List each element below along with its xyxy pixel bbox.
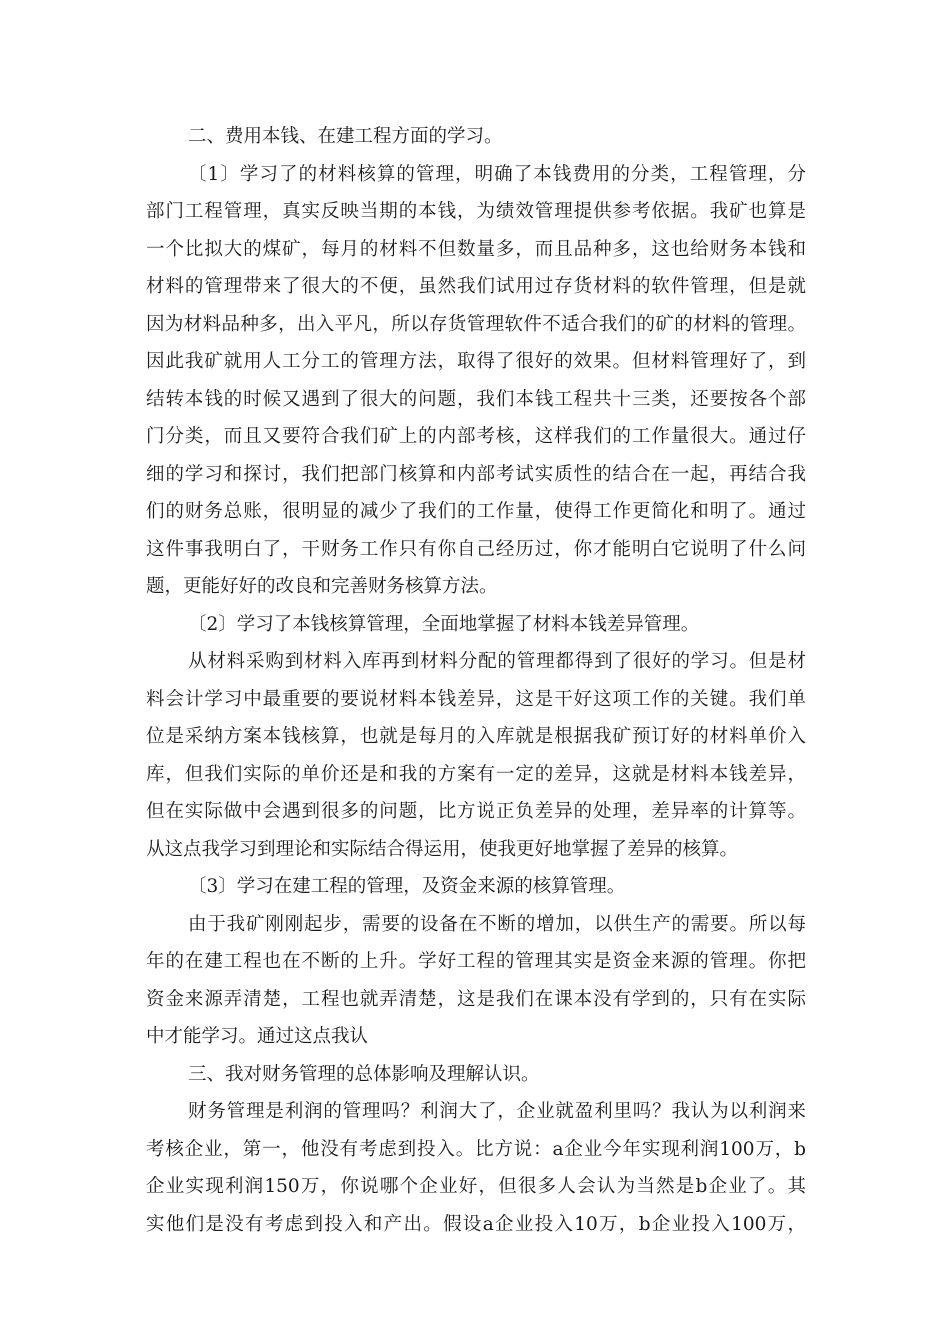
text-line: 实他们是没有考虑到投入和产出。假设a企业投入10万，b企业投入100万， bbox=[146, 1213, 806, 1235]
text-line: 企业实现利润150万，你说哪个企业好，但很多人会认为当然是b企业了。其 bbox=[146, 1176, 806, 1197]
text-line: 三、我对财务管理的总体影响及理解认识。 bbox=[188, 1063, 540, 1085]
text-line: 考核企业，第一，他没有考虑到投入。比方说：a企业今年实现利润100万，b bbox=[146, 1138, 806, 1160]
text-line: 〔2〕学习了本钱核算管理，全面地掌握了材料本钱差异管理。 bbox=[188, 613, 700, 635]
text-line: 这件事我明白了，干财务工作只有你自己经历过，你才能明白它说明了什么问 bbox=[146, 538, 806, 560]
text-line: 料会计学习中最重要的要说材料本钱差异，这是干好这项工作的关键。我们单 bbox=[146, 688, 806, 710]
text-line: 由于我矿刚刚起步，需要的设备在不断的增加，以供生产的需要。所以每 bbox=[188, 913, 806, 935]
text-line: 库，但我们实际的单价还是和我的方案有一定的差异，这就是材料本钱差异， bbox=[146, 763, 806, 785]
text-line: 位是采纳方案本钱核算，也就是每月的入库就是根据我矿预订好的材料单价入 bbox=[146, 726, 806, 747]
text-line: 但在实际做中会遇到很多的问题，比方说正负差异的处理，差异率的计算等。 bbox=[146, 801, 806, 822]
text-line: 因此我矿就用人工分工的管理方法，取得了很好的效果。但材料管理好了，到 bbox=[146, 351, 806, 372]
text-line: 从材料采购到材料入库再到材料分配的管理都得到了很好的学习。但是材 bbox=[188, 651, 806, 672]
text-line: 结转本钱的时候又遇到了很大的问题，我们本钱工程共十三类，还要按各个部 bbox=[146, 388, 806, 410]
text-line: 部门工程管理，真实反映当期的本钱，为绩效管理提供参考依据。我矿也算是 bbox=[146, 201, 806, 222]
text-line: 财务管理是利润的管理吗？利润大了，企业就盈利里吗？我认为以利润来 bbox=[188, 1101, 806, 1122]
text-line: 从这点我学习到理论和实际结合得运用，使我更好地掌握了差异的核算。 bbox=[146, 838, 739, 860]
text-line: 年的在建工程也在不断的上升。学好工程的管理其实是资金来源的管理。你把 bbox=[146, 951, 806, 972]
text-line: 二、费用本钱、在建工程方面的学习。 bbox=[188, 126, 503, 147]
text-line: 因为材料品种多，出入平凡，所以存货管理软件不适合我们的矿的材料的管理。 bbox=[146, 313, 806, 335]
text-line: 题，更能好好的改良和完善财务核算方法。 bbox=[146, 576, 498, 597]
text-line: 中才能学习。通过这点我认 bbox=[146, 1026, 369, 1047]
text-line: 门分类，而且又要符合我们矿上的内部考核，这样我们的工作量很大。通过仔 bbox=[146, 426, 806, 447]
document-page bbox=[146, 118, 806, 1243]
text-line: 资金来源弄清楚，工程也就弄清楚，这是我们在课本没有学到的，只有在实际 bbox=[146, 988, 806, 1010]
text-line: 材料的管理带来了很大的不便，虽然我们试用过存货材料的软件管理，但是就 bbox=[146, 276, 806, 297]
text-line: 细的学习和探讨，我们把部门核算和内部考试实质性的结合在一起，再结合我 bbox=[146, 463, 806, 485]
text-line: 〔1〕学习了的材料核算的管理，明确了本钱费用的分类，工程管理，分 bbox=[188, 163, 806, 185]
text-line: 一个比拟大的煤矿，每月的材料不但数量多，而且品种多，这也给财务本钱和 bbox=[146, 238, 806, 260]
text-line: 们的财务总账，很明显的减少了我们的工作量，使得工作更简化和明了。通过 bbox=[146, 501, 806, 522]
text-line: 〔3〕学习在建工程的管理，及资金来源的核算管理。 bbox=[188, 876, 626, 897]
